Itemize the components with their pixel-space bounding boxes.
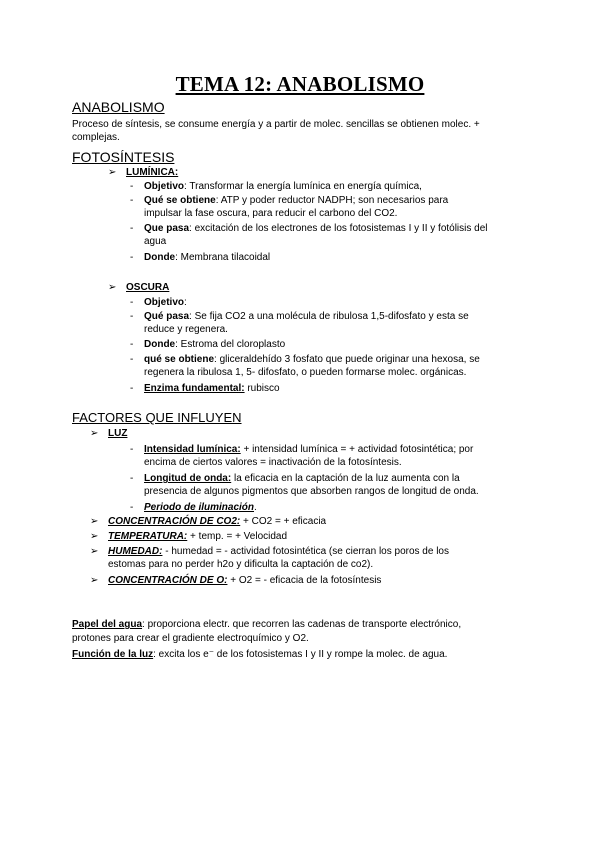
factor-co2: CONCENTRACIÓN DE CO2: + CO2 = + eficacia [108,516,327,527]
dash-bullet-icon: - [130,502,134,513]
dash-bullet-icon: - [130,354,134,365]
oscura-que-se-obtiene: qué se obtiene: gliceraldehído 3 fosfato que puede originar una hexosa, se [144,354,480,365]
factor-humedad: HUMEDAD: - humedad = - actividad fotosintética (se cierran los poros de los [108,546,449,557]
arrow-bullet-icon: ➢ [108,167,117,178]
oscura-donde: Donde: Estroma del cloroplasto [144,339,286,350]
papel-del-agua: Papel del agua: proporciona electr. que recorren las cadenas de transporte electrónico, [72,619,462,630]
anabolismo-text-line2: complejas. [72,132,120,143]
oscura-que-se-obtiene-line2: regenera la ribulosa 1, 5- difosfato, o pueden formarse molec. orgánicas. [144,367,467,378]
arrow-bullet-icon: ➢ [90,546,99,557]
anabolismo-heading: ANABOLISMO [72,99,165,115]
oscura-que-pasa: Qué pasa: Se fija CO2 a una molécula de ribulosa 1,5-difosfato y esta se [144,311,469,322]
dash-bullet-icon: - [130,444,134,455]
papel-del-agua-line2: protones para crear el gradiente electroquímico y O2. [72,633,309,644]
dash-bullet-icon: - [130,195,134,206]
luz-longitud: Longitud de onda: la eficacia en la captación de la luz aumenta con la [144,473,460,484]
luminica-donde: Donde: Membrana tilacoidal [144,252,271,263]
factor-o2: CONCENTRACIÓN DE O: + O2 = - eficacia de la fotosíntesis [108,575,382,586]
luminica-que-pasa-line2: agua [144,236,167,247]
dash-bullet-icon: - [130,311,134,322]
luminica-que-se-obtiene: Qué se obtiene: ATP y poder reductor NADPH; son necesarios para [144,195,449,206]
dash-bullet-icon: - [130,252,134,263]
anabolismo-text-line1: Proceso de síntesis, se consume energía y a partir de molec. sencillas se obtienen molec. + [72,119,480,130]
fotosintesis-heading: FOTOSÍNTESIS [72,149,175,165]
arrow-bullet-icon: ➢ [90,575,99,586]
luz-periodo: Periodo de iluminación. [144,502,257,513]
factor-humedad-line2: estomas para no perder h2o y dificulta la captación de co2). [108,559,374,570]
oscura-enzima: Enzima fundamental: rubisco [144,383,280,394]
luz-intensidad-line2: encima de ciertos valores = inactivación de la fotosíntesis. [144,457,402,468]
oscura-objetivo: Objetivo: [144,297,187,308]
arrow-bullet-icon: ➢ [108,282,117,293]
oscura-label: OSCURA [126,282,170,293]
dash-bullet-icon: - [130,223,134,234]
dash-bullet-icon: - [130,297,134,308]
dash-bullet-icon: - [130,339,134,350]
oscura-que-pasa-line2: reduce y regenera. [144,324,228,335]
arrow-bullet-icon: ➢ [90,531,99,542]
funcion-de-la-luz: Función de la luz: excita los e⁻ de los fotosistemas I y II y rompe la molec. de agua. [72,649,448,660]
luz-label: LUZ [108,428,128,439]
luminica-que-pasa: Que pasa: excitación de los electrones de los fotosistemas I y II y fotólisis del [144,223,488,234]
arrow-bullet-icon: ➢ [90,428,99,439]
arrow-bullet-icon: ➢ [90,516,99,527]
luz-longitud-line2: presencia de algunos pigmentos que absorben rangos de longitud de onda. [144,486,479,497]
luminica-label: LUMÍNICA: [126,167,179,178]
luminica-objetivo: Objetivo: Transformar la energía lumínica en energía química, [144,181,422,192]
dash-bullet-icon: - [130,181,134,192]
luminica-que-se-obtiene-line2: impulsar la fase oscura, para reducir el carbono del CO2. [144,208,398,219]
dash-bullet-icon: - [130,383,134,394]
page-title: TEMA 12: ANABOLISMO [175,72,425,96]
dash-bullet-icon: - [130,473,134,484]
factores-heading: FACTORES QUE INFLUYEN [72,410,242,425]
luz-intensidad: Intensidad lumínica: + intensidad lumínica = + actividad fotosintética; por [144,444,474,455]
factor-temperatura: TEMPERATURA: + temp. = + Velocidad [108,531,288,542]
